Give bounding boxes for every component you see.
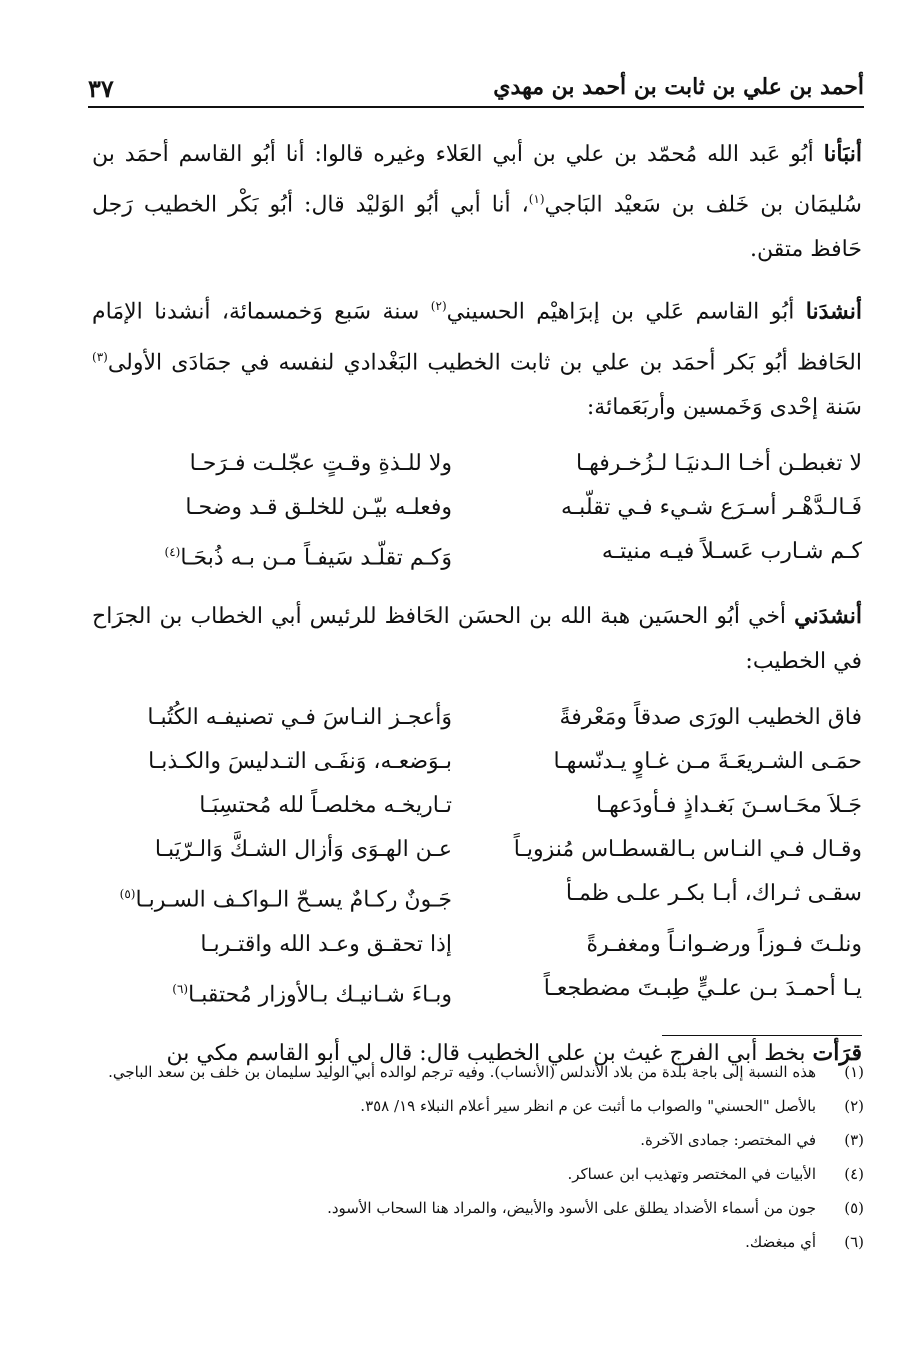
verse-second-hemistich [92,872,452,922]
verse-first-hemistich: كـم شـارب عَسـلاً فيـه منيتـه [601,538,862,564]
verse-first-hemistich: وقـال فـي النـاس بـالقسطـاس مُنزويـاً [513,837,862,863]
verse-line [92,923,862,967]
footnote-text: جون من أسماء الأضداد يطلق على الأسود والأبيض، والمراد هنا السحاب الأسود. [327,1199,816,1217]
paragraph-2 [92,284,862,430]
verse-text: وبـاءَ شـانيـك بـالأوزار مُحتقبـا [188,981,452,1007]
footnote [92,1055,864,1089]
verse-first-hemistich: حمَـى الشـريعَـةَ مـن غـاوٍ يـدنّسهـا [553,749,862,775]
footnote-ref: (٢) [430,299,447,314]
main-text [92,132,862,1088]
verse-second-hemistich [92,530,452,580]
footnote [92,1225,864,1259]
paragraph-text: أبُو عَبد الله مُحمّد بن علي بن أبي العَلاء وغيره قالوا: أنا أبُو القاسم أحمَد بن سُليمَان بن خَلف بن سَعيْد البَاجي [92,142,862,218]
paragraph-keyword: أنشدَنا [805,298,863,325]
footnote-text: في المختصر: جمادى الآخرة. [640,1131,816,1149]
paragraph-keyword: أنشدَني [794,603,862,630]
verse-second-hemistich: بـوَضعـه، وَنفَـى التـدليسَ والكـذبـا [148,749,452,775]
paragraph-text: أخي أبُو الحسَين هبة الله بن الحسَن الحَافظ للرئيس أبي الخطاب بن الجرَاح في الخطيب: [92,604,862,675]
footnote [92,1157,864,1191]
running-title: أحمد بن علي بن ثابت بن أحمد بن مهدي [493,74,864,100]
page-number: ٣٧ [88,74,114,103]
verse-first-hemistich: جَـلاَ محَـاسـنَ بَغـداذٍ فـأودَعهـا [595,793,862,819]
footnote-number: (٣) [844,1131,864,1149]
paragraph-text: أبُو القاسم عَلي بن إبرَاهيْم الحسيني [446,299,795,325]
footnote-text: هذه النسبة إلى باجة بلدة من بلاد الأندلس (الأنساب). وفيه ترجم لوالده أبي الوليد سليمان بن خلف بن سعد الباجي. [108,1063,816,1081]
footnote-text: الأبيات في المختصر وتهذيب ابن عساكر. [567,1165,816,1183]
verse-second-hemistich: عـن الهـوَى وَأزال الشـكَّ وَالـرّيَبـا [154,837,452,863]
verse-text: جَـونٌ ركـامٌ يسـحّ الـواكـف السـربـا [135,887,452,913]
verse-first-hemistich: فَـالـدَّهْـر أسـرَع شـيء فـي تقلّبـه [560,494,862,520]
verse-second-hemistich: تـاريخـه مخلصـاً لله مُحتسِبَـا [199,793,452,819]
verse-line [92,486,862,530]
paragraph-text: سَنة إحْدى وَخَمسين وأربَعَمائة: [586,394,862,420]
header-rule [88,106,864,108]
poem-2 [92,696,862,1017]
footnote-ref: (٥) [119,887,136,902]
footnote [92,1191,864,1225]
paragraph-text: بخط أبي الفرج غيث بن علي الخطيب قال: قال لي أبو القاسم مكي بن [166,1040,806,1066]
running-header [88,68,864,108]
paragraph-1 [92,132,862,272]
verse-first-hemistich: سقـى ثـراك، أبـا بكـر علـى ظمـأ [565,881,862,907]
footnote-rule [662,1035,862,1036]
verse-first-hemistich: ونلـتَ فـوزاً ورضـوانـاً ومغفـرةً [586,931,862,957]
poem-1 [92,442,862,580]
footnote [92,1123,864,1157]
verse-line [92,784,862,828]
footnote-number: (٢) [844,1097,864,1115]
verse-line [92,872,862,922]
verse-second-hemistich: وفعلـه بيّـن للخلـق قـد وضحـا [185,494,452,520]
footnotes [92,1055,864,1259]
paragraph-text: سنة سَبع وَخمسمائة، أنشدنا الإمَام الحَافظ أبُو بَكر أحمَد بن علي بن ثابت الخطيب البَغْدادي لنفسه في جمَادَى الأولى [92,299,862,375]
paragraph-keyword: قرَأت [812,1039,862,1066]
verse-line [92,828,862,872]
footnote-ref: (٦) [172,981,189,996]
footnote-number: (٤) [844,1165,864,1183]
footnote-number: (٥) [844,1199,864,1217]
footnote-text: أي مبغضك. [745,1233,816,1251]
verse-second-hemistich [92,967,452,1017]
verse-second-hemistich: إذا تحقـق وعـد الله واقتـربـا [200,931,452,957]
footnote-text: بالأصل "الحسني" والصواب ما أثبت عن م انظر سير أعلام النبلاء ١٩/ ٣٥٨. [360,1097,816,1115]
verse-first-hemistich: فاق الخطيب الورَى صدقاً ومَعْرفةً [559,705,862,731]
verse-text: وَكـم تقلّـد سَيفـاً مـن بـه ذُبحَـا [180,545,452,571]
footnote-number: (١) [844,1063,864,1081]
footnote-ref: (١) [528,192,545,206]
verse-line [92,740,862,784]
verse-line [92,442,862,486]
verse-first-hemistich: يـا أحمـدَ بـن علـيٍّ طِبـتَ مضطجعـاً [543,975,862,1001]
paragraph-text: ، أنا أبي أبُو الوَليْد قال: أبُو بَكْر الخطيب رَجل حَافظ متقن. [92,192,862,263]
footnote [92,1089,864,1123]
paragraph-keyword: أنبَأنا [823,141,862,167]
footnote-ref: (٤) [164,544,181,559]
verse-second-hemistich: وَأعجـز النـاسَ فـي تصنيفـه الكُتُبـا [147,705,452,731]
verse-line [92,530,862,580]
paragraph-3 [92,594,862,684]
verse-first-hemistich: لا تغبطـن أخـا الـدنيَـا لـزُخـرفهـا [576,450,862,476]
verse-second-hemistich: ولا للـذةِ وقـتٍ عجّلـت فـرَحـا [189,450,452,476]
verse-line [92,967,862,1017]
footnote-number: (٦) [844,1233,864,1251]
footnote-ref: (٣) [92,349,108,364]
verse-line [92,696,862,740]
